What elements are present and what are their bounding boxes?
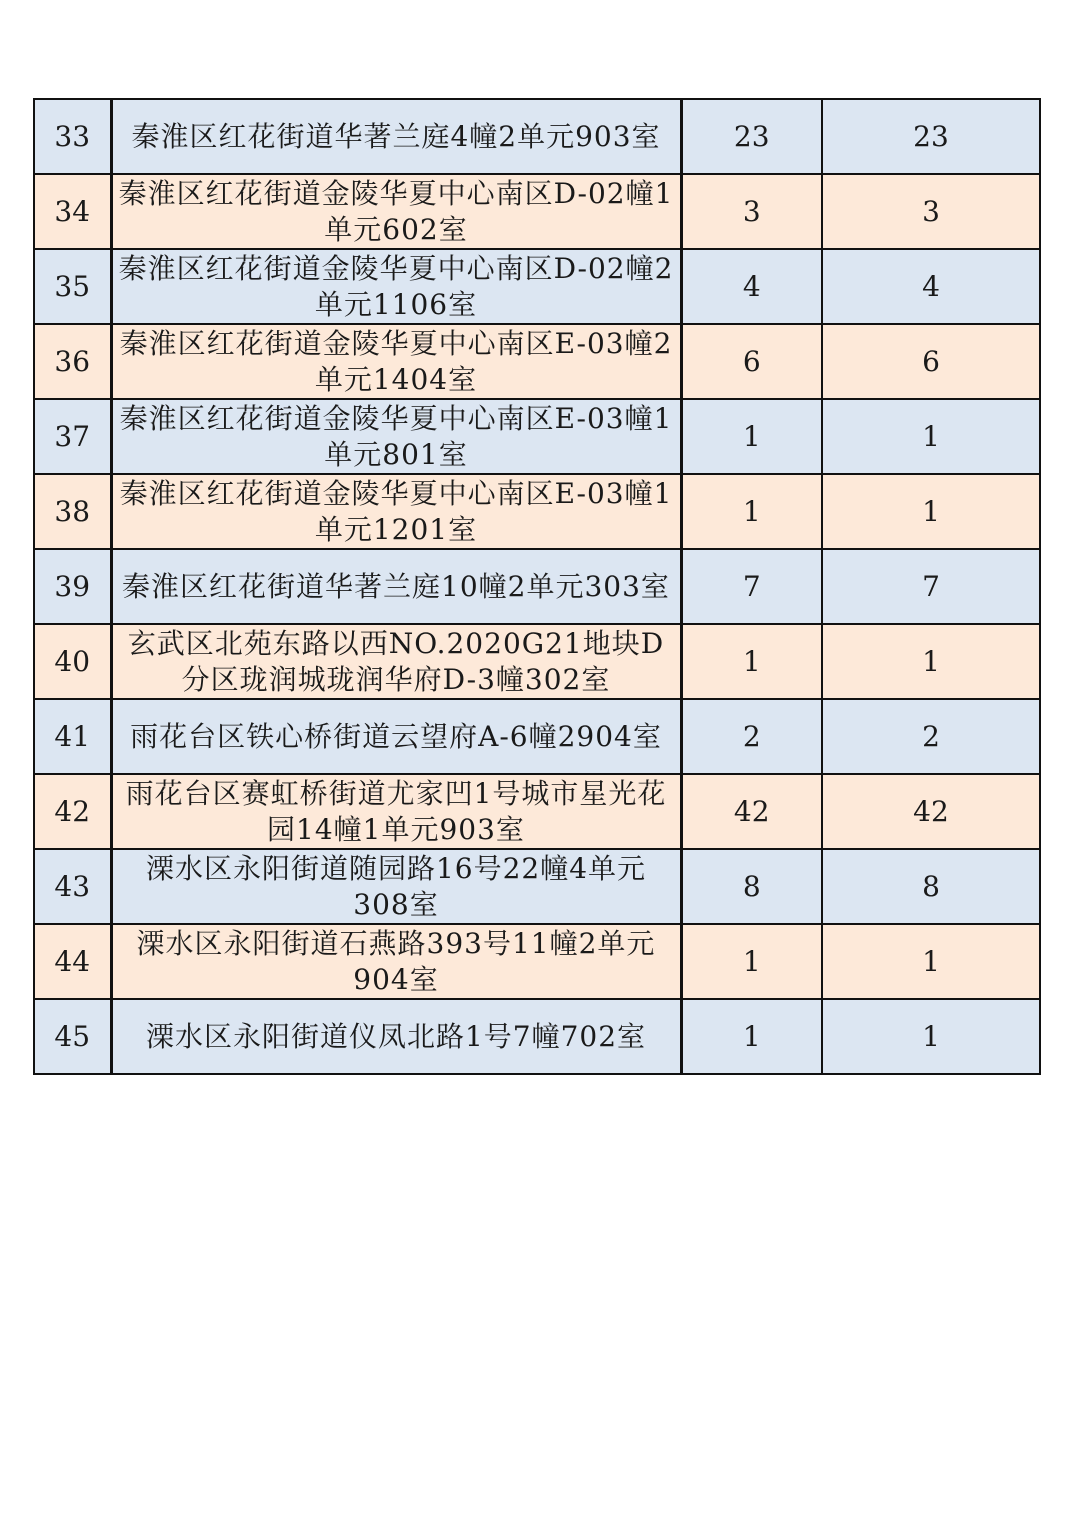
count-b-cell: 2 <box>822 699 1040 774</box>
row-number: 41 <box>34 699 111 774</box>
row-number: 44 <box>34 924 111 999</box>
table-row <box>34 174 1040 249</box>
count-a-cell: 1 <box>681 399 822 474</box>
table-row <box>34 624 1040 699</box>
table-body <box>34 99 1040 1074</box>
count-a-cell: 1 <box>681 624 822 699</box>
address-cell: 玄武区北苑东路以西NO.2020G21地块D分区珑润城珑润华府D-3幢302室 <box>111 624 681 699</box>
cases-table <box>33 98 1041 1075</box>
table-row <box>34 849 1040 924</box>
count-b-cell: 4 <box>822 249 1040 324</box>
count-a-cell: 1 <box>681 474 822 549</box>
count-a-cell: 4 <box>681 249 822 324</box>
address-cell: 雨花台区赛虹桥街道尤家凹1号城市星光花园14幢1单元903室 <box>111 774 681 849</box>
address-cell: 秦淮区红花街道金陵华夏中心南区D-02幢1单元602室 <box>111 174 681 249</box>
table-row <box>34 99 1040 174</box>
table-row <box>34 249 1040 324</box>
address-cell: 秦淮区红花街道金陵华夏中心南区D-02幢2单元1106室 <box>111 249 681 324</box>
count-a-cell: 1 <box>681 924 822 999</box>
count-a-cell: 8 <box>681 849 822 924</box>
row-number: 35 <box>34 249 111 324</box>
count-a-cell: 42 <box>681 774 822 849</box>
count-b-cell: 8 <box>822 849 1040 924</box>
row-number: 43 <box>34 849 111 924</box>
count-b-cell: 7 <box>822 549 1040 624</box>
address-cell: 秦淮区红花街道金陵华夏中心南区E-03幢2单元1404室 <box>111 324 681 399</box>
table-row <box>34 324 1040 399</box>
address-cell: 秦淮区红花街道华著兰庭10幢2单元303室 <box>111 549 681 624</box>
address-cell: 秦淮区红花街道金陵华夏中心南区E-03幢1单元801室 <box>111 399 681 474</box>
count-b-cell: 1 <box>822 474 1040 549</box>
row-number: 36 <box>34 324 111 399</box>
row-number: 45 <box>34 999 111 1074</box>
row-number: 39 <box>34 549 111 624</box>
count-b-cell: 1 <box>822 624 1040 699</box>
count-a-cell: 1 <box>681 999 822 1074</box>
row-number: 42 <box>34 774 111 849</box>
table-row <box>34 774 1040 849</box>
table-row <box>34 999 1040 1074</box>
address-cell: 溧水区永阳街道石燕路393号11幢2单元904室 <box>111 924 681 999</box>
table-row <box>34 474 1040 549</box>
address-cell: 溧水区永阳街道随园路16号22幢4单元308室 <box>111 849 681 924</box>
address-cell: 溧水区永阳街道仪凤北路1号7幢702室 <box>111 999 681 1074</box>
count-b-cell: 1 <box>822 399 1040 474</box>
count-a-cell: 6 <box>681 324 822 399</box>
address-cell: 秦淮区红花街道华著兰庭4幢2单元903室 <box>111 99 681 174</box>
table-row <box>34 399 1040 474</box>
row-number: 34 <box>34 174 111 249</box>
count-b-cell: 1 <box>822 924 1040 999</box>
row-number: 38 <box>34 474 111 549</box>
count-a-cell: 23 <box>681 99 822 174</box>
table-row <box>34 549 1040 624</box>
count-b-cell: 42 <box>822 774 1040 849</box>
row-number: 40 <box>34 624 111 699</box>
address-cell: 秦淮区红花街道金陵华夏中心南区E-03幢1单元1201室 <box>111 474 681 549</box>
count-b-cell: 1 <box>822 999 1040 1074</box>
count-b-cell: 23 <box>822 99 1040 174</box>
count-a-cell: 3 <box>681 174 822 249</box>
row-number: 33 <box>34 99 111 174</box>
table-row <box>34 699 1040 774</box>
table-row <box>34 924 1040 999</box>
count-b-cell: 3 <box>822 174 1040 249</box>
row-number: 37 <box>34 399 111 474</box>
count-a-cell: 2 <box>681 699 822 774</box>
count-a-cell: 7 <box>681 549 822 624</box>
address-cell: 雨花台区铁心桥街道云望府A-6幢2904室 <box>111 699 681 774</box>
count-b-cell: 6 <box>822 324 1040 399</box>
